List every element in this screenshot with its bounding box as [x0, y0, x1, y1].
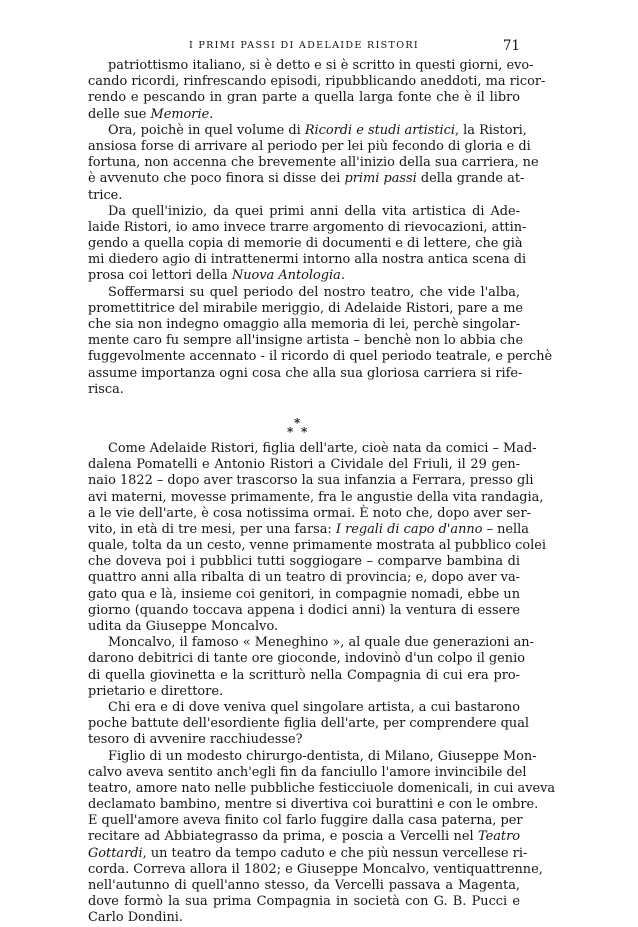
text-line: gato qua e là, insieme coi genitori, in compagnie nomadi, ebbe un	[88, 586, 520, 602]
text-line: che sia non indegno omaggio alla memoria di lei, perchè singolar-	[88, 317, 520, 332]
text-line: udita da Giuseppe Moncalvo.	[88, 619, 279, 634]
text-line: Figlio di un modesto chirurgo-dentista, di Milano, Giuseppe Mon-	[108, 748, 537, 764]
page-header	[88, 38, 520, 56]
paragraph	[88, 122, 539, 204]
text-line: declamato bambino, mentre si divertiva coi burattini e con le ombre.	[88, 797, 539, 813]
text-line: rendo e pescando in gran parte a quella larga fonte che è il libro	[88, 90, 520, 106]
text-line: Da quell'inizio, da quei primi anni della vita artistica di Ade-	[108, 203, 520, 219]
text-line: naio 1822 – dopo aver trascorso la sua infanzia a Ferrara, presso gli	[88, 473, 534, 489]
italic-title: Memorie.	[150, 106, 214, 122]
asterism-star: *	[301, 424, 308, 439]
paragraph	[88, 699, 530, 749]
text-line: mente caro fu sempre all'insigne artista – benchè non lo abbia che	[88, 333, 524, 349]
text-line: cando ricordi, rinfrescando episodi, ripubblicando aneddoti, ma ricor-	[88, 74, 546, 90]
text-line: teatro, amore nato nelle pubbliche festicciuole domenicali, in cui aveva	[88, 780, 556, 796]
paragraph	[88, 635, 534, 700]
text-line: assume importanza ogni cosa che alla sua gloriosa carriera si rife-	[88, 365, 523, 381]
text-line: Moncalvo, il famoso « Meneghino », al quale due generazioni an-	[108, 635, 534, 651]
text-line: Chi era e di dove veniva quel singolare artista, a cui bastarono	[108, 699, 520, 715]
italic-title: I regali di capo d'anno	[335, 521, 483, 537]
paragraph	[88, 203, 527, 285]
text-line: risca.	[88, 381, 124, 397]
section-break-asterism	[88, 415, 520, 441]
running-title: I PRIMI PASSI DI ADELAIDE RISTORI	[188, 40, 420, 51]
paragraph	[88, 440, 547, 635]
text-line: fortuna, non accenna che brevemente all'inizio della sua carriera, ne	[88, 155, 539, 171]
text-line: vito, in età di tre mesi, per una farsa: I regali di capo d'anno – nella	[88, 521, 529, 537]
text-line: gendo a quella copia di memorie di documenti e di lettere, che già	[88, 236, 523, 252]
text-line: Carlo Dondini.	[88, 910, 183, 926]
text-line: Come Adelaide Ristori, figlia dell'arte, cioè nata da comici – Mad-	[108, 440, 537, 456]
page-number: 71	[502, 38, 520, 54]
text-line: ansiosa forse di arrivare al periodo per lei più fecondo di gloria e di	[88, 138, 531, 154]
text-line: darono debitrici di tante ore gioconde, indovinò d'un colpo il genio	[88, 651, 525, 667]
paragraph	[88, 748, 556, 927]
asterism-star: *	[294, 415, 301, 430]
body-text	[88, 58, 556, 927]
text-line: calvo aveva sentito anch'egli fin da fanciullo l'amore invincibile del	[88, 764, 527, 780]
text-line: laide Ristori, io amo invece trarre argomento di rievocazioni, attin-	[88, 219, 527, 235]
italic-title: Nuova Antologia.	[231, 268, 345, 284]
text-line: E quell'amore aveva finito col farlo fuggire dalla casa paterna, per	[88, 813, 523, 829]
text-line: patriottismo italiano, si è detto e si è scritto in questi giorni, evo-	[108, 58, 534, 73]
text-line: che doveva poi i pubblici tutti soggiogare – comparve bambina di	[88, 554, 520, 570]
italic-title: Teatro	[477, 829, 520, 845]
text-line: a le vie dell'arte, è cosa notissima ormai. È noto che, dopo aver ser-	[88, 505, 531, 521]
spacer	[88, 398, 520, 415]
text-line: di quella giovinetta e la scritturò nella Compagnia di cui era pro-	[88, 667, 520, 683]
text-line: mi diedero agio di intrattenermi intorno alla nostra antica scena di	[88, 252, 527, 268]
text-line: quale, tolta da un cesto, venne primamente mostrata al pubblico colei	[88, 538, 547, 554]
text-line: giorno (quando toccava appena i dodici anni) la ventura di essere	[88, 602, 520, 618]
text-line: avi materni, movesse primamente, fra le angustie della vita randagia,	[88, 489, 544, 505]
text-line: dove formò la sua prima Compagnia in società con G. B. Pucci e	[88, 894, 520, 910]
italic-title: Ricordi e studi artistici	[304, 122, 455, 138]
paragraph	[88, 284, 553, 398]
text-line: promettitrice del mirabile meriggio, di Adelaide Ristori, pare a me	[88, 300, 524, 316]
italic-title: Gottardi	[88, 845, 143, 861]
text-line: poche battute dell'esordiente figlia dell'arte, per comprendere qual	[88, 716, 530, 732]
text-line: prosa coi lettori della Nuova Antologia.	[88, 268, 345, 284]
text-line: tesoro di avvenire racchiudesse?	[88, 732, 303, 748]
text-line: nell'autunno di quell'anno stesso, da Vercelli passava a Magenta,	[88, 878, 520, 893]
text-line: corda. Correva allora il 1802; e Giuseppe Moncalvo, ventiquattrenne,	[88, 861, 543, 877]
text-line: Ora, poichè in quel volume di Ricordi e studi artistici, la Ristori,	[108, 122, 527, 138]
italic-title: primi passi	[344, 171, 417, 187]
text-line: delle sue Memorie.	[88, 106, 214, 122]
text-line: Gottardi, un teatro da tempo caduto e che più nessun vercellese ri-	[88, 845, 528, 861]
text-line: recitare ad Abbiategrasso da prima, e poscia a Vercelli nel Teatro	[88, 829, 520, 845]
text-line: Soffermarsi su quel periodo del nostro teatro, che vide l'alba,	[108, 284, 520, 300]
text-line: dalena Pomatelli e Antonio Ristori a Cividale del Friuli, il 29 gen-	[88, 457, 520, 473]
asterism-star: *	[287, 424, 294, 439]
text-line: prietario e direttore.	[88, 683, 224, 699]
text-line: quattro anni alla ribalta di un teatro di provincia; e, dopo aver va-	[88, 570, 520, 586]
paragraph	[88, 58, 546, 123]
text-line: fuggevolmente accennato - il ricordo di quel periodo teatrale, e perchè	[88, 349, 553, 365]
text-line: è avvenuto che poco finora si disse dei primi passi della grande at-	[88, 171, 525, 187]
text-line: trice.	[88, 187, 123, 203]
